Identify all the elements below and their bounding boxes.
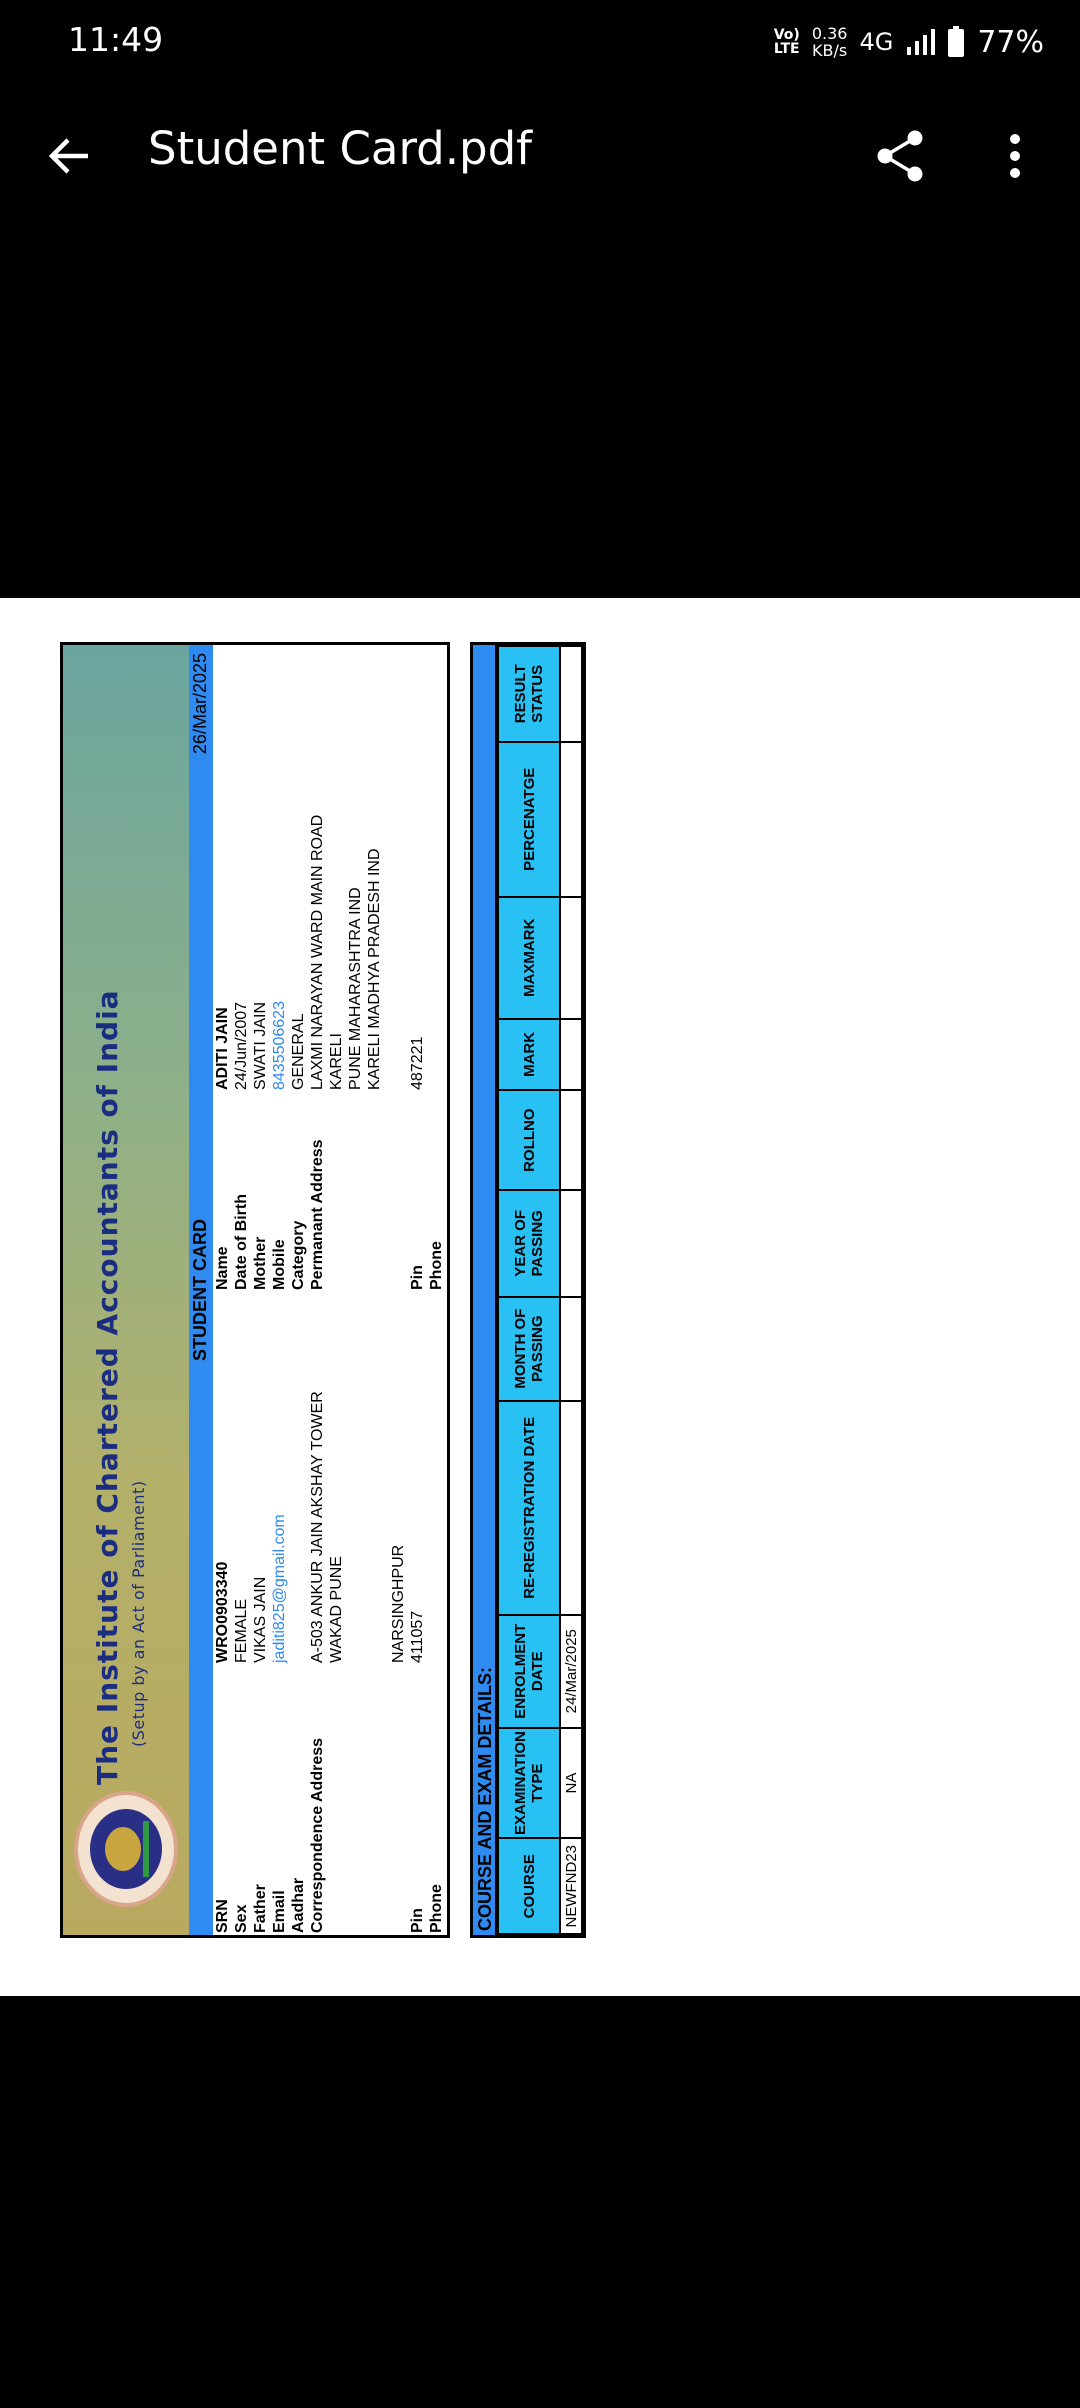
header-rollno: ROLLNO <box>498 1090 560 1190</box>
label-pin: Pin <box>409 1908 426 1933</box>
card-date: 26/Mar/2025 <box>190 653 210 755</box>
label-dob: Date of Birth <box>233 1194 250 1290</box>
header-percentage: PERCENATGE <box>498 742 560 897</box>
app-bar <box>0 100 1080 212</box>
cell-year-of-passing <box>560 1190 582 1296</box>
course-exam-details <box>470 642 586 1938</box>
value-corr-line1: A-503 ANKUR JAIN AKSHAY TOWER <box>309 1391 326 1663</box>
cell-rollno <box>560 1090 582 1190</box>
more-vert-icon <box>1008 133 1022 179</box>
label-mother: Mother <box>252 1236 269 1290</box>
label-mobile: Mobile <box>271 1239 288 1290</box>
institute-subtitle: (Setup by an Act of Parliament) <box>129 1480 148 1747</box>
volte-icon: Vo) LTE <box>773 27 800 57</box>
cell-re-registration-date <box>560 1401 582 1615</box>
status-icons <box>774 20 1044 64</box>
label-srn: SRN <box>214 1899 231 1933</box>
card-header <box>63 645 189 1935</box>
value-corr-line2: WAKAD PUNE <box>328 1556 345 1663</box>
value-perm-line2: KARELI <box>328 1033 345 1090</box>
label-correspondence-address: Correspondence Address <box>309 1737 326 1933</box>
label-aadhar: Aadhar <box>290 1877 307 1933</box>
share-icon <box>875 129 925 183</box>
header-result-status: RESULT STATUS <box>498 646 560 742</box>
cell-month-of-passing <box>560 1297 582 1401</box>
pdf-page[interactable] <box>0 598 1080 1996</box>
header-year-of-passing: YEAR OF PASSING <box>498 1190 560 1296</box>
label-perm-pin: Pin <box>409 1265 426 1290</box>
card-title: STUDENT CARD <box>190 1219 210 1361</box>
label-category: Category <box>290 1220 307 1290</box>
card-title-bar <box>189 645 213 1935</box>
network-speed: 0.36 KB/s <box>811 24 848 60</box>
label-sex: Sex <box>233 1904 250 1933</box>
value-dob: 24/Jun/2007 <box>233 1001 250 1090</box>
label-name: Name <box>214 1246 231 1290</box>
more-options-button[interactable] <box>985 124 1045 188</box>
value-name: ADITI JAIN <box>214 1007 231 1090</box>
value-mother: SWATI JAIN <box>252 1002 269 1090</box>
cell-course: NEWFND23 <box>560 1838 582 1934</box>
battery-percent: 77% <box>977 24 1044 60</box>
table-row <box>560 646 582 1934</box>
value-email[interactable]: jaditi825@gmail.com <box>271 1514 288 1663</box>
header-month-of-passing: MONTH OF PASSING <box>498 1297 560 1401</box>
value-category: GENERAL <box>290 1013 307 1090</box>
label-email: Email <box>271 1890 288 1933</box>
label-phone: Phone <box>428 1884 445 1933</box>
value-perm-pin: 487221 <box>409 1036 426 1090</box>
course-table <box>497 645 583 1935</box>
signal-icon <box>905 27 935 57</box>
header-re-registration-date: RE-REGISTRATION DATE <box>498 1401 560 1615</box>
cell-examination-type: NA <box>560 1728 582 1839</box>
course-section-title: COURSE AND EXAM DETAILS: <box>473 645 497 1935</box>
course-header-row <box>498 646 560 1934</box>
header-examination-type: EXAMINATION TYPE <box>498 1728 560 1839</box>
institute-name: The Institute of Chartered Accountants of India <box>91 989 124 1785</box>
document-title: Student Card.pdf <box>148 122 532 175</box>
value-perm-line4: KARELI MADHYA PRADESH IND <box>366 848 383 1090</box>
card-fields <box>213 645 449 1935</box>
cell-percentage <box>560 742 582 897</box>
value-sex: FEMALE <box>233 1598 250 1663</box>
arrow-back-icon <box>48 134 92 178</box>
value-srn: WRO0903340 <box>214 1561 231 1663</box>
student-card <box>60 642 450 1938</box>
rotated-content <box>60 598 760 1938</box>
header-enrolment-date: ENROLMENT DATE <box>498 1615 560 1728</box>
header-mark: MARK <box>498 1019 560 1091</box>
network-type: 4G <box>859 28 894 56</box>
icai-logo <box>73 1789 179 1909</box>
label-perm-phone: Phone <box>428 1241 445 1290</box>
cell-result-status <box>560 646 582 742</box>
battery-icon <box>947 26 965 58</box>
value-pin: 411057 <box>409 1610 426 1663</box>
value-perm-line3: PUNE MAHARASHTRA IND <box>347 887 364 1090</box>
value-father: VIKAS JAIN <box>252 1576 269 1663</box>
label-father: Father <box>252 1884 269 1933</box>
value-mobile[interactable]: 8435506623 <box>271 1001 288 1090</box>
status-bar <box>0 0 1080 80</box>
cell-maxmark <box>560 897 582 1019</box>
cell-mark <box>560 1019 582 1091</box>
status-time: 11:49 <box>68 20 164 59</box>
back-button[interactable] <box>38 124 102 188</box>
header-course: COURSE <box>498 1838 560 1934</box>
share-button[interactable] <box>868 124 932 188</box>
value-corr-line3: NARSINGHPUR <box>390 1544 407 1663</box>
header-maxmark: MAXMARK <box>498 897 560 1019</box>
cell-enrolment-date: 24/Mar/2025 <box>560 1615 582 1728</box>
label-permanent-address: Permanant Address <box>309 1139 326 1290</box>
value-perm-line1: LAXMI NARAYAN WARD MAIN ROAD <box>309 814 326 1090</box>
